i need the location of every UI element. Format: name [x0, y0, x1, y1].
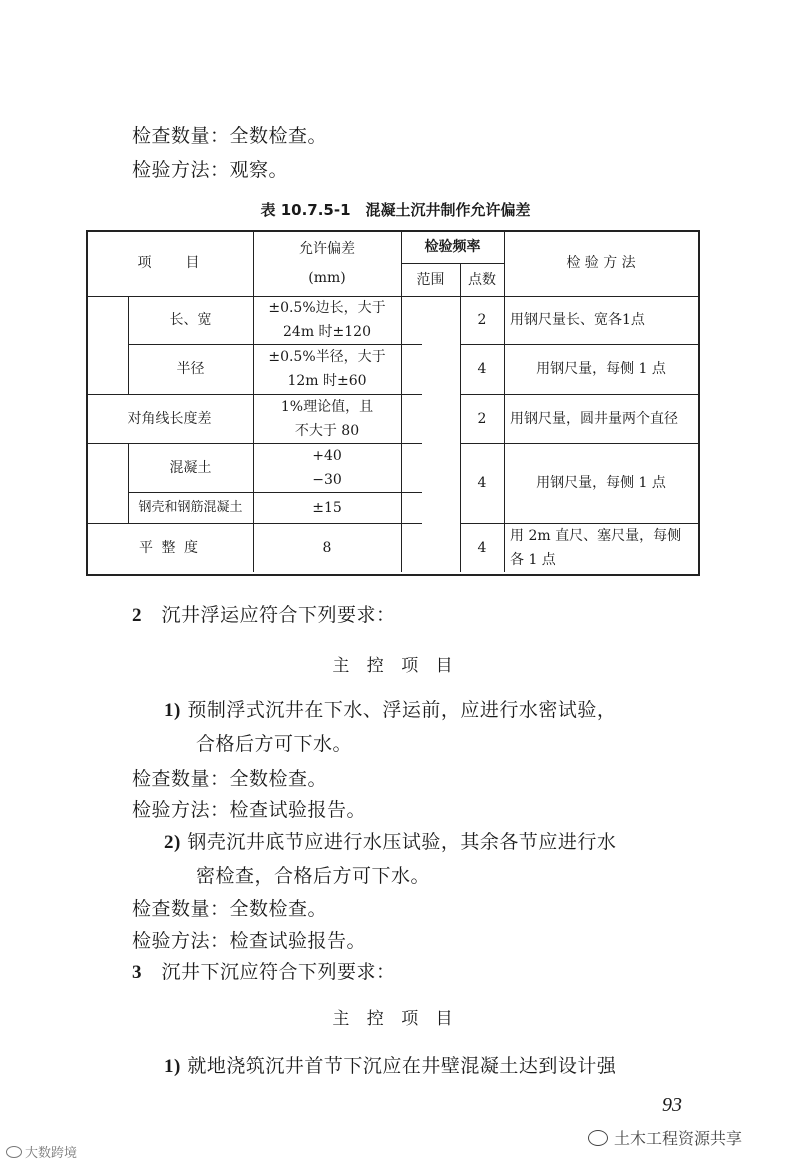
row-length-width-method: 用钢尺量长、宽各1点: [510, 312, 645, 328]
page-number: 93: [662, 1094, 682, 1116]
header-tolerance: 允许偏差: [299, 241, 355, 257]
row-length-width-points: 2: [477, 312, 487, 328]
section-2-text: 沉井浮运应符合下列要求：: [161, 604, 396, 626]
range-value: [401, 296, 460, 572]
row-diagonal-method: 用钢尺量，圆井量两个直径: [510, 410, 678, 427]
row-diagonal-tolerance: 1%理论值，且不大于 80: [280, 398, 374, 439]
row-diagonal-item: 对角线长度差: [127, 410, 212, 427]
row-length-width-item: 长、宽: [169, 312, 212, 328]
row-radius-tolerance: ±0.5%半径，大于12m 时±60: [268, 349, 386, 389]
main-control-heading-2: 主 控 项 目: [332, 1009, 459, 1029]
header-method: 检 验 方 法: [566, 255, 636, 271]
main-control-heading-1: 主 控 项 目: [332, 656, 459, 676]
watermark-right-text: 土木工程资源共享: [614, 1129, 743, 1148]
row-wall-method: 用钢尺量，每侧 1 点: [536, 475, 666, 491]
section-2-heading: [132, 600, 396, 627]
check-method-1: 检验方法：检查试验报告。: [132, 799, 367, 821]
row-flatness-item: 平 整 度: [139, 539, 200, 556]
header-points: 点数: [468, 271, 496, 288]
row-concrete-tolerance-upper: +40: [312, 447, 342, 464]
row-radius-points: 4: [477, 361, 487, 377]
item-3-text: 就地浇筑沉井首节下沉应在井壁混凝土达到设计强: [187, 1055, 617, 1077]
row-wall-points: 4: [477, 475, 487, 491]
row-concrete-item: 混凝土: [169, 459, 212, 476]
check-count-2: 检查数量：全数检查。: [132, 898, 328, 920]
row-flatness-tolerance: 8: [322, 539, 332, 556]
check-method-2: 检验方法：检查试验报告。: [132, 930, 367, 952]
item-1-text: 预制浮式沉井在下水、浮运前，应进行水密试验，: [187, 699, 617, 721]
row-concrete-tolerance-lower: −30: [312, 472, 342, 488]
watermark-right: [588, 1126, 742, 1149]
watermark-left-text: 大数跨境: [25, 1146, 78, 1161]
section-2-number: 2: [132, 605, 142, 626]
row-flatness-method: 用 2m 直尺、塞尺量，每侧各 1 点: [510, 527, 682, 568]
section-3-text: 沉井下沉应符合下列要求：: [161, 961, 396, 983]
header-range: 范围: [416, 271, 445, 288]
item-1-line-2: 合格后方可下水。: [196, 733, 353, 755]
item-1-line-1: [164, 695, 616, 722]
wechat-icon: [588, 1130, 608, 1146]
item-2-text: 钢壳沉井底节应进行水压试验，其余各节应进行水: [187, 831, 617, 853]
check-method-line: 检验方法：观察。: [132, 159, 289, 181]
watermark-left: [6, 1142, 77, 1161]
row-steel-shell-item: 钢壳和钢筋混凝土: [138, 499, 243, 515]
item-2-line-2: 密检查，合格后方可下水。: [196, 865, 431, 887]
section-3-heading: [132, 957, 396, 984]
group-sinking-size: [88, 296, 128, 394]
row-steel-shell-tolerance: ±15: [312, 499, 342, 516]
row-radius-item: 半径: [176, 361, 205, 377]
section-3-number: 3: [132, 962, 142, 983]
group-wall-thickness: [88, 443, 128, 523]
header-item: 项 目: [137, 255, 202, 271]
table-caption: 表 10.7.5-1 混凝土沉井制作允许偏差: [260, 201, 531, 219]
watermark-logo-icon: [6, 1146, 22, 1158]
item-2-number: 2): [164, 832, 181, 853]
row-length-width-tolerance: ±0.5%边长，大于24m 时±120: [268, 300, 386, 340]
tolerance-table: [86, 230, 698, 574]
item-3-line-1: [164, 1051, 616, 1078]
item-1-number: 1): [164, 700, 181, 721]
row-flatness-points: 4: [477, 539, 487, 556]
item-3-number: 1): [164, 1056, 181, 1077]
item-2-line-1: [164, 827, 616, 854]
header-tolerance-unit: (mm): [308, 270, 346, 286]
row-radius-method: 用钢尺量，每侧 1 点: [536, 361, 666, 377]
check-count-1: 检查数量：全数检查。: [132, 768, 328, 790]
check-count-line: 检查数量：全数检查。: [132, 125, 328, 147]
header-frequency: 检验频率: [424, 238, 481, 255]
row-diagonal-points: 2: [477, 410, 487, 427]
